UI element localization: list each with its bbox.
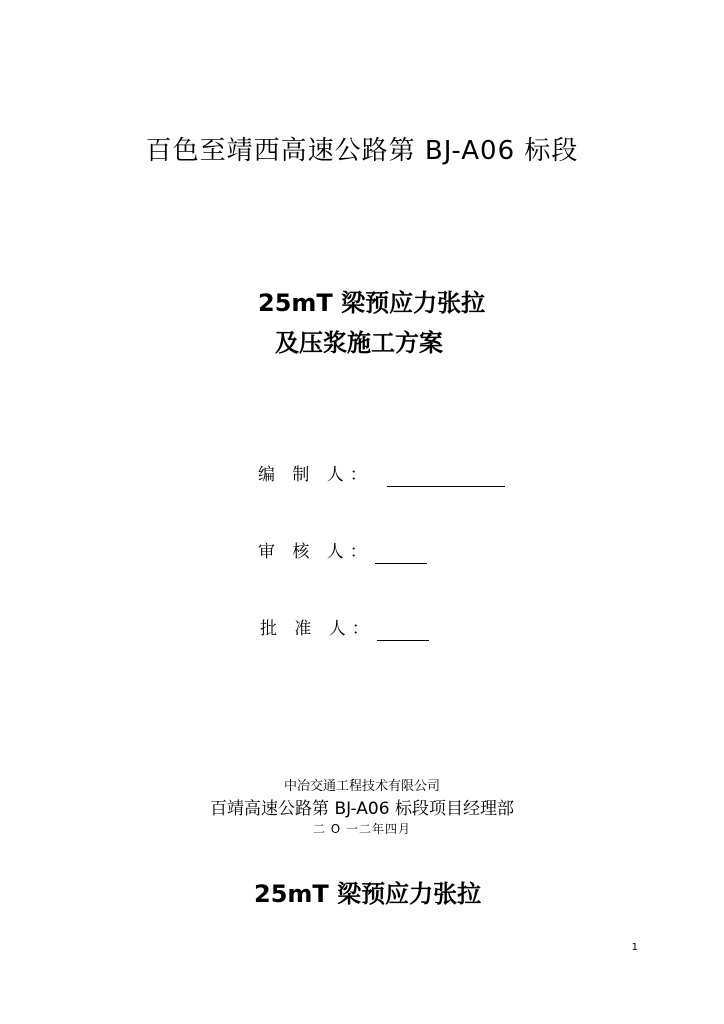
reviewer-label: 审 核 人：	[258, 542, 373, 562]
company-name: 中冶交通工程技术有限公司	[283, 779, 440, 794]
page-number: 1	[631, 942, 638, 953]
project-title: 百色至靖西高速公路第 BJ-A06 标段	[145, 136, 579, 166]
approver-signature-row	[260, 617, 429, 641]
section-heading: 25mT 梁预应力张拉	[254, 880, 482, 908]
approver-label: 批 准 人：	[260, 619, 375, 639]
editor-signature-line	[387, 468, 505, 487]
editor-signature-row	[258, 463, 505, 487]
issue-date: 二 O 一二年四月	[312, 822, 412, 836]
reviewer-signature-row	[258, 540, 427, 564]
document-title-line-1: 25mT 梁预应力张拉	[258, 289, 486, 317]
approver-signature-line	[377, 622, 429, 641]
editor-label: 编 制 人：	[258, 465, 373, 485]
reviewer-signature-line	[375, 545, 427, 564]
document-title-line-2: 及压浆施工方案	[275, 329, 443, 357]
project-department: 百靖高速公路第 BJ-A06 标段项目经理部	[210, 799, 514, 819]
